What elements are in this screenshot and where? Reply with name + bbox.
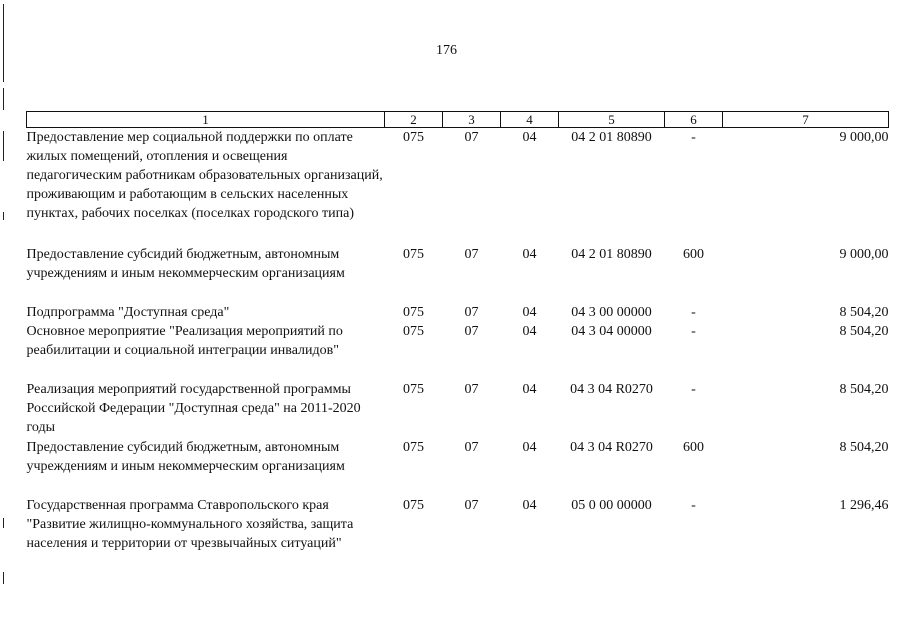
row-name: Реализация мероприятий государственной программы Российской Федерации "Доступная среда" на 2011-2020 годы bbox=[26, 381, 361, 435]
amount: 8 504,20 bbox=[839, 381, 889, 397]
expense-type-code: 600 bbox=[683, 246, 704, 262]
subsection-code: 04 bbox=[522, 130, 537, 145]
ministry-code: 075 bbox=[403, 497, 424, 513]
section-code: 07 bbox=[464, 497, 479, 513]
budget-table bbox=[26, 111, 889, 574]
amount: 8 504,20 bbox=[839, 304, 889, 320]
scan-margin-mark bbox=[3, 131, 4, 161]
amount: 9 000,00 bbox=[839, 246, 889, 262]
ministry-code: 075 bbox=[403, 323, 424, 339]
scan-margin-mark bbox=[3, 518, 4, 528]
subsection-code: 04 bbox=[522, 381, 537, 397]
ministry-code: 075 bbox=[403, 381, 424, 397]
expense-type-code: - bbox=[691, 381, 696, 397]
row-name: Предоставление субсидий бюджетным, автономным учреждениям и иным некоммерческим организациям bbox=[26, 246, 345, 281]
amount: 8 504,20 bbox=[839, 323, 889, 339]
table-row bbox=[27, 128, 889, 245]
table-row bbox=[27, 303, 889, 322]
table-row bbox=[27, 322, 889, 380]
expense-type-code: - bbox=[691, 130, 696, 145]
subsection-code: 04 bbox=[522, 439, 537, 455]
expense-type-code: - bbox=[691, 497, 696, 513]
column-header: 2 bbox=[385, 112, 443, 128]
ministry-code: 075 bbox=[403, 130, 424, 145]
row-name: Предоставление мер социальной поддержки по оплате жилых помещений, отопления и освещения педагогическим работникам образовательных организаций, проживающим и работающим в сельских населенных пунктах, рабочих поселках (поселках городского типа) bbox=[26, 130, 383, 221]
table-row bbox=[27, 496, 889, 574]
table-row bbox=[27, 380, 889, 438]
amount: 1 296,46 bbox=[839, 497, 889, 513]
column-header: 7 bbox=[723, 112, 889, 128]
target-article-code: 05 0 00 00000 bbox=[571, 497, 652, 513]
ministry-code: 075 bbox=[403, 439, 424, 455]
table-header-row bbox=[27, 112, 889, 128]
table-row bbox=[27, 245, 889, 303]
row-name: Подпрограмма "Доступная среда" bbox=[26, 304, 230, 320]
expense-type-code: - bbox=[691, 304, 696, 320]
section-code: 07 bbox=[464, 439, 479, 455]
column-header: 5 bbox=[559, 112, 665, 128]
subsection-code: 04 bbox=[522, 246, 537, 262]
expense-type-code: - bbox=[691, 323, 696, 339]
page-number: 176 bbox=[436, 43, 457, 58]
subsection-code: 04 bbox=[522, 497, 537, 513]
target-article-code: 04 2 01 80890 bbox=[571, 246, 652, 262]
column-header: 1 bbox=[27, 112, 385, 128]
column-header: 3 bbox=[443, 112, 501, 128]
section-code: 07 bbox=[464, 381, 479, 397]
section-code: 07 bbox=[464, 130, 479, 145]
section-code: 07 bbox=[464, 246, 479, 262]
section-code: 07 bbox=[464, 304, 479, 320]
scan-margin-mark bbox=[3, 4, 4, 82]
subsection-code: 04 bbox=[522, 323, 537, 339]
target-article-code: 04 3 00 00000 bbox=[571, 304, 652, 320]
target-article-code: 04 3 04 00000 bbox=[571, 323, 652, 339]
table-row bbox=[27, 438, 889, 496]
amount: 9 000,00 bbox=[839, 130, 889, 145]
subsection-code: 04 bbox=[522, 304, 537, 320]
expense-type-code: 600 bbox=[683, 439, 704, 455]
ministry-code: 075 bbox=[403, 304, 424, 320]
column-header: 6 bbox=[665, 112, 723, 128]
row-name: Основное мероприятие "Реализация мероприятий по реабилитации и социальной интеграции инвалидов" bbox=[26, 323, 343, 358]
ministry-code: 075 bbox=[403, 246, 424, 262]
target-article-code: 04 3 04 R0270 bbox=[570, 439, 653, 455]
row-name: Государственная программа Ставропольского края "Развитие жилищно-коммунального хозяйства, защита населения и территории от чрезвычайных ситуаций" bbox=[26, 497, 354, 551]
column-header: 4 bbox=[501, 112, 559, 128]
amount: 8 504,20 bbox=[839, 439, 889, 455]
row-name: Предоставление субсидий бюджетным, автономным учреждениям и иным некоммерческим организациям bbox=[26, 439, 345, 474]
scan-margin-mark bbox=[3, 212, 4, 220]
scan-margin-mark bbox=[3, 88, 4, 110]
section-code: 07 bbox=[464, 323, 479, 339]
target-article-code: 04 2 01 80890 bbox=[571, 130, 652, 145]
scan-margin-mark bbox=[3, 572, 4, 584]
target-article-code: 04 3 04 R0270 bbox=[570, 381, 653, 397]
